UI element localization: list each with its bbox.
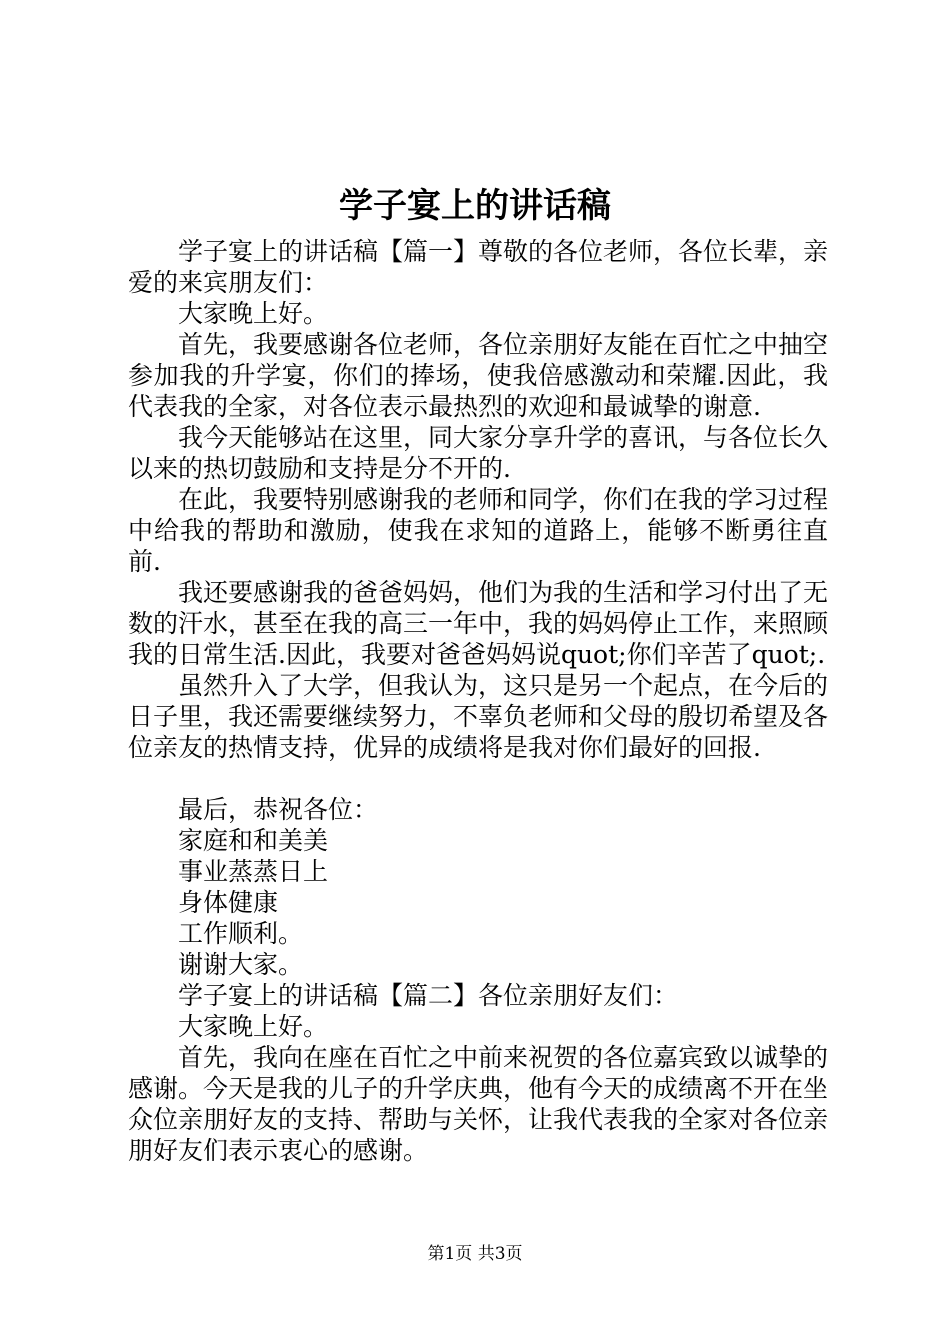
paragraph: 首先，我要感谢各位老师，各位亲朋好友能在百忙之中抽空参加我的升学宴，你们的捧场，使我倍感激动和荣耀.因此，我代表我的全家，对各位表示最热烈的欢迎和最诚挚的谢意.	[128, 330, 829, 421]
paragraph: 工作顺利。	[178, 919, 304, 948]
paragraph: 大家晚上好。	[178, 299, 329, 328]
paragraph: 大家晚上好。	[178, 1012, 329, 1041]
document-title: 学子宴上的讲话稿	[339, 186, 611, 226]
paragraph: 虽然升入了大学，但我认为，这只是另一个起点，在今后的日子里，我还需要继续努力，不辜负老师和父母的殷切希望及各位亲友的热情支持，优异的成绩将是我对你们最好的回报.	[128, 671, 829, 762]
paragraph: 事业蒸蒸日上	[178, 857, 329, 886]
paragraph: 最后，恭祝各位：	[178, 795, 379, 824]
paragraph: 家庭和和美美	[178, 826, 329, 855]
document-body	[128, 236, 828, 1166]
page-indicator: 第1页 共3页	[427, 1244, 523, 1264]
paragraph: 谢谢大家。	[178, 950, 304, 979]
paragraph: 学子宴上的讲话稿【篇二】各位亲朋好友们：	[178, 981, 679, 1010]
paragraph: 我今天能够站在这里，同大家分享升学的喜讯，与各位长久以来的热切鼓励和支持是分不开的.	[128, 423, 829, 483]
paragraph: 学子宴上的讲话稿【篇一】尊敬的各位老师，各位长辈，亲爱的来宾朋友们：	[128, 237, 829, 297]
paragraph: 身体健康	[178, 888, 279, 917]
paragraph: 在此，我要特别感谢我的老师和同学，你们在我的学习过程中给我的帮助和激励，使我在求知的道路上，能够不断勇往直前.	[128, 485, 829, 576]
paragraph: 我还要感谢我的爸爸妈妈，他们为我的生活和学习付出了无数的汗水，甚至在我的高三一年中，我的妈妈停止工作，来照顾我的日常生活.因此，我要对爸爸妈妈说quot;你们辛苦了quot;.	[128, 578, 829, 669]
paragraph: 首先，我向在座在百忙之中前来祝贺的各位嘉宾致以诚挚的感谢。今天是我的儿子的升学庆典，他有今天的成绩离不开在坐众位亲朋好友的支持、帮助与关怀，让我代表我的全家对各位亲朋好友们表示衷心的感谢。	[128, 1043, 829, 1165]
